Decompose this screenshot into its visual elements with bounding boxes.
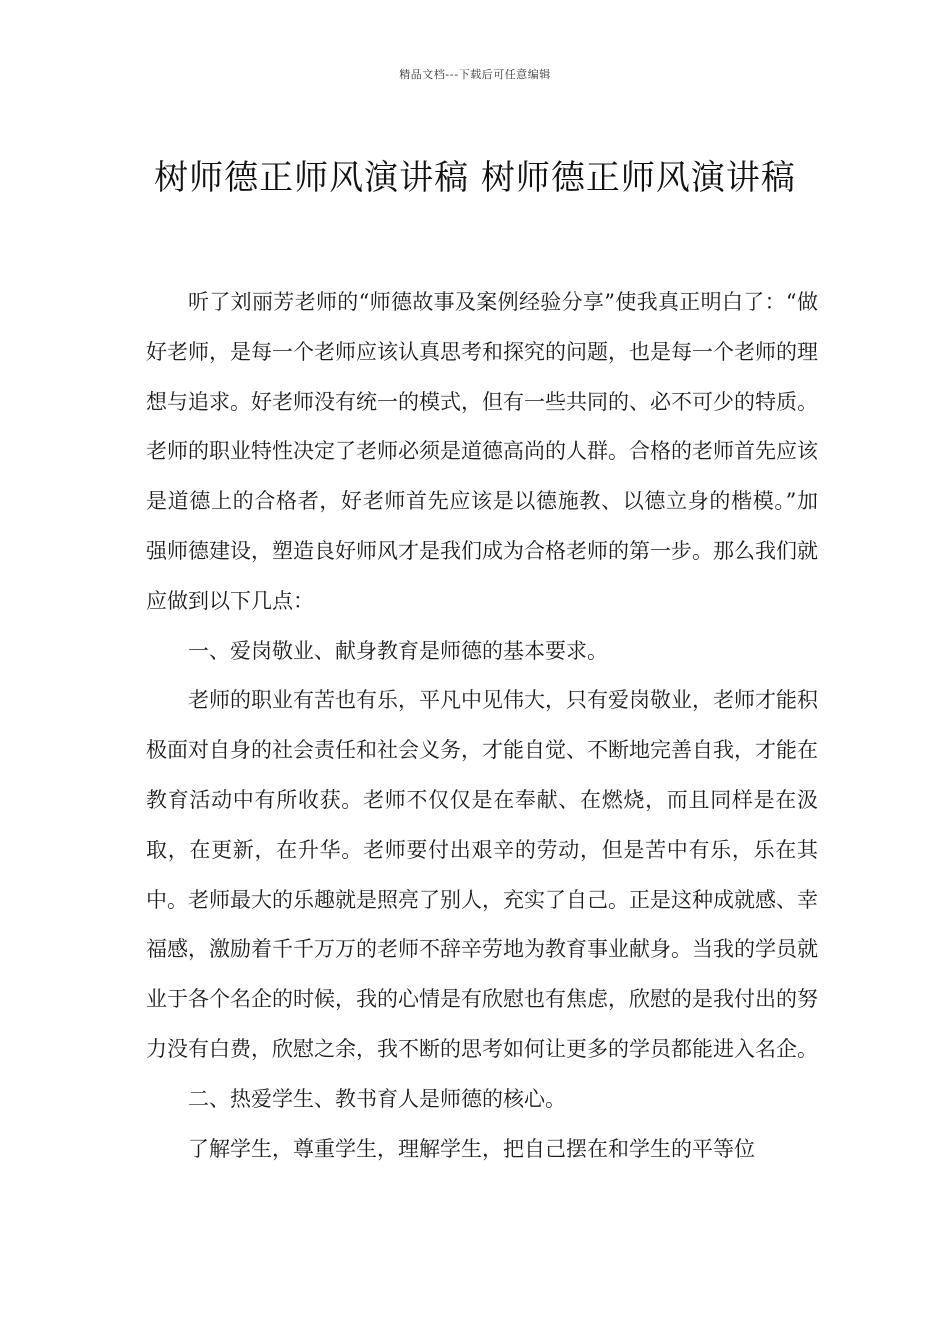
section-heading: 一、爱岗敬业、献身教育是师德的基本要求。 [188, 638, 608, 663]
document-body [146, 278, 818, 1174]
paragraph: 听了刘丽芳老师的“师德故事及案例经验分享”使我真正明白了：“做好老师，是每一个老师应该认真思考和探究的问题，也是每一个老师的理想与追求。好老师没有统一的模式，但有一些共同的、必不可少的特质。老师的职业特性决定了老师必须是道德高尚的人群。合格的老师首先应该是道德上的合格者，好老师首先应该是以德施教、以德立身的楷模。”加强师德建设，塑造良好师风才是我们成为合格老师的第一步。那么我们就应做到以下几点： [146, 290, 818, 613]
section-heading: 二、热爱学生、教书育人是师德的核心。 [188, 1086, 566, 1111]
paragraph: 老师的职业有苦也有乐，平凡中见伟大，只有爱岗敬业，老师才能积极面对自身的社会责任和社会义务，才能自觉、不断地完善自我，才能在教育活动中有所收获。老师不仅仅是在奉献、在燃烧，而且同样是在汲取，在更新，在升华。老师要付出艰辛的劳动，但是苦中有乐，乐在其中。老师最大的乐趣就是照亮了别人，充实了自己。正是这种成就感、幸福感，激励着千千万万的老师不辞辛劳地为教育事业献身。当我的学员就业于各个名企的时候，我的心情是有欣慰也有焦虑，欣慰的是我付出的努力没有白费，欣慰之余，我不断的思考如何让更多的学员都能进入名企。 [146, 688, 818, 1061]
document-title: 树师德正师风演讲稿 树师德正师风演讲稿 [154, 157, 796, 198]
paragraph: 了解学生，尊重学生，理解学生，把自己摆在和学生的平等位 [188, 1136, 755, 1161]
header-note: 精品文档---下载后可任意编辑 [399, 68, 551, 81]
